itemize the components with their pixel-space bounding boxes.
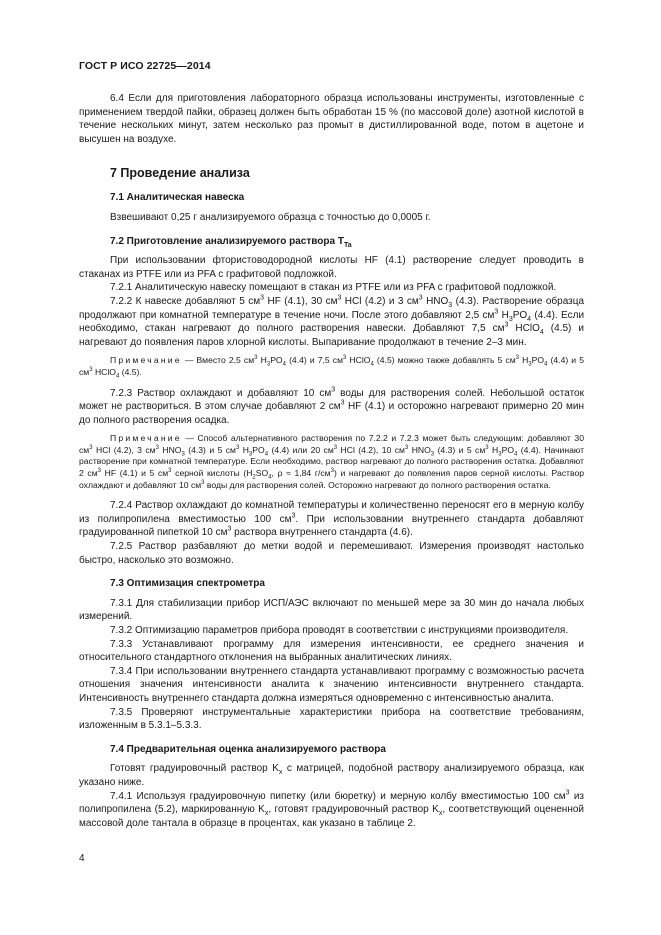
para-7-1: Взвешивают 0,25 г анализируемого образца с точностью до 0,0005 г. [110, 211, 431, 223]
para-7-3-4: 7.3.4 При использовании внутреннего стандарта устанавливают программу с возможностью расчета отношения значения интенсивности аналита к значению интенсивности внутреннего стандарта. Интенсивность внутреннего стандарта должна измеряться одновременно с интенсивностью аналита. [79, 665, 584, 704]
para-7-2-intro: При использовании фтористоводородной кислоты HF (4.1) растворение следует проводить в стаканах из PTFE или из PFA с графитовой подложкой. [79, 255, 584, 280]
heading-7-1: 7.1 Аналитическая навеска [110, 192, 245, 204]
para-7-2-3: 7.2.3 Раствор охлаждают и добавляют 10 $см^3$ воды для растворения солей. Небольшой остаток может не раствориться. В этом случае добавляют 2 $см^3$ HF (4.1) и осторожно нагревают примерно 20 мин до полного растворения осадка. [79, 386, 584, 426]
para-7-4: Готовят градуировочный раствор $K_x$ с матрицей, подобной раствору анализируемого образца, как указано ниже. [79, 763, 584, 788]
para-7-2-4: 7.2.4 Раствор охлаждают до комнатной температуры и количественно переносят его в мерную колбу из полипропилена вместимостью 100 $см^3$. При использовании внутреннего стандарта добавляют градуированной пипеткой 10 $см^3$ раствора внутреннего стандарта (4.6). [79, 500, 584, 539]
note-text: — Вместо 2,5 $см^3$ $H_3PO_4$ (4.4) и 7,5 $см^3$ HClO$_4$ (4.5) можно также добавлять 5 $см^3$ $H_3PO_4$ (4.4) и 5 $см^3$ HClO$_4$ (4.5). [79, 355, 584, 380]
para-7-3-5: 7.3.5 Проверяют инструментальные характеристики прибора на соответствие требованиям, изложенным в 5.3.1–5.3.3. [79, 706, 584, 732]
note-label: Примечание [110, 355, 182, 366]
para-7-4-1: 7.4.1 Используя градуировочную пипетку (или бюретку) и мерную колбу вместимостью 100 $см^3$ из полипропилена (5.2), маркированную $K_x$, готовят градуировочный раствор $K_x$, соответствующий оцененной массовой доле тантала в образце в процентах, как указано в таблице 2. [79, 789, 584, 829]
para-7-3-3: 7.3.3 Устанавливают программу для измерения интенсивности, ее среднего значения и относительного стандартного отклонения на выбранных аналитических линиях. [79, 638, 584, 664]
note-text: — Способ альтернативного растворения по 7.2.2 и 7.2.3 может быть следующим: добавляют 30 $см^3$ HCl (4.2), 3 $см^3$ $HNO_3$ (4.3) и 5 $см^3$ $H_3PO_4$ (4.4) или 20 $см^3$ HCl (4.2), 10 $см^3$ $HNO_3$ (4.3) и 5 $см^3$ $H_3PO_4$ (4.4). Начинают растворение при комнатной температуре. Если необходимо, раствор нагревают до полного растворения остатка. Добавляют 2 $см^3$ HF (4.1) и 5 $см^3$ серной кислоты ($H_2SO_4$, ρ ≈ 1,84 $г/см^3$) и нагревают до появления паров серной кислоты. Раствор охлаждают и добавляют 10 $см^3$ воды для растворения солей. Осторожно нагревают до полного растворения остатка. [79, 433, 585, 490]
document-body [79, 92, 584, 830]
section-7-heading: 7 Проведение анализа [110, 166, 250, 181]
para-7-2-1: 7.2.1 Аналитическую навеску помещают в стакан из PTFE или из PFA с графитовой подложкой. [110, 282, 557, 294]
note-2 [79, 433, 584, 491]
page-header: ГОСТ Р ИСО 22725—2014 [79, 60, 211, 72]
para-7-3-2: 7.3.2 Оптимизацию параметров прибора проводят в соответствии с инструкциями производителя. [110, 625, 569, 636]
para-6-4: 6.4 Если для приготовления лабораторного образца использованы инструменты, изготовленные с применением твердой пайки, образец должен быть обработан 15 % (по массовой доле) азотной кислотой в течение нескольких минут, затем несколько раз промыт в дистиллированной воде, потом в ацетоне и высушен на воздухе. [79, 93, 584, 145]
para-7-3-1: 7.3.1 Для стабилизации прибор ИСП/АЭС включают по меньшей мере за 30 мин до начала любых измерений. [79, 597, 584, 623]
heading-7-4: 7.4 Предварительная оценка анализируемого раствора [110, 743, 386, 755]
heading-7-3: 7.3 Оптимизация спектрометра [110, 578, 265, 590]
heading-7-2: 7.2 Приготовление анализируемого раствора $T_{Ta}$ [110, 235, 352, 249]
note-1 [79, 355, 584, 378]
note-label: Примечание [110, 433, 182, 444]
para-7-2-2: 7.2.2 К навеске добавляют 5 $см^3$ HF (4.1), 30 $см^3$ HCl (4.2) и 3 $см^3$ $HNO_3$ (4.3). Растворение образца продолжают при комнатной температуре в течение ночи. После этого добавляют 2,5 $см^3$ $H_3PO_4$ (4.4). Если необходимо, стакан нагревают до полного растворения навески. Добавляют 7,5 $см^3$ HClO$_4$ (4.5) и нагревают до появления паров хлорной кислоты. Выпаривание продолжают в течение 2–3 мин. [79, 294, 585, 348]
para-7-2-5: 7.2.5 Раствор разбавляют до метки водой и перемешивают. Измерения производят настолько быстро, насколько это возможно. [79, 541, 584, 566]
page-number: 4 [79, 853, 85, 864]
